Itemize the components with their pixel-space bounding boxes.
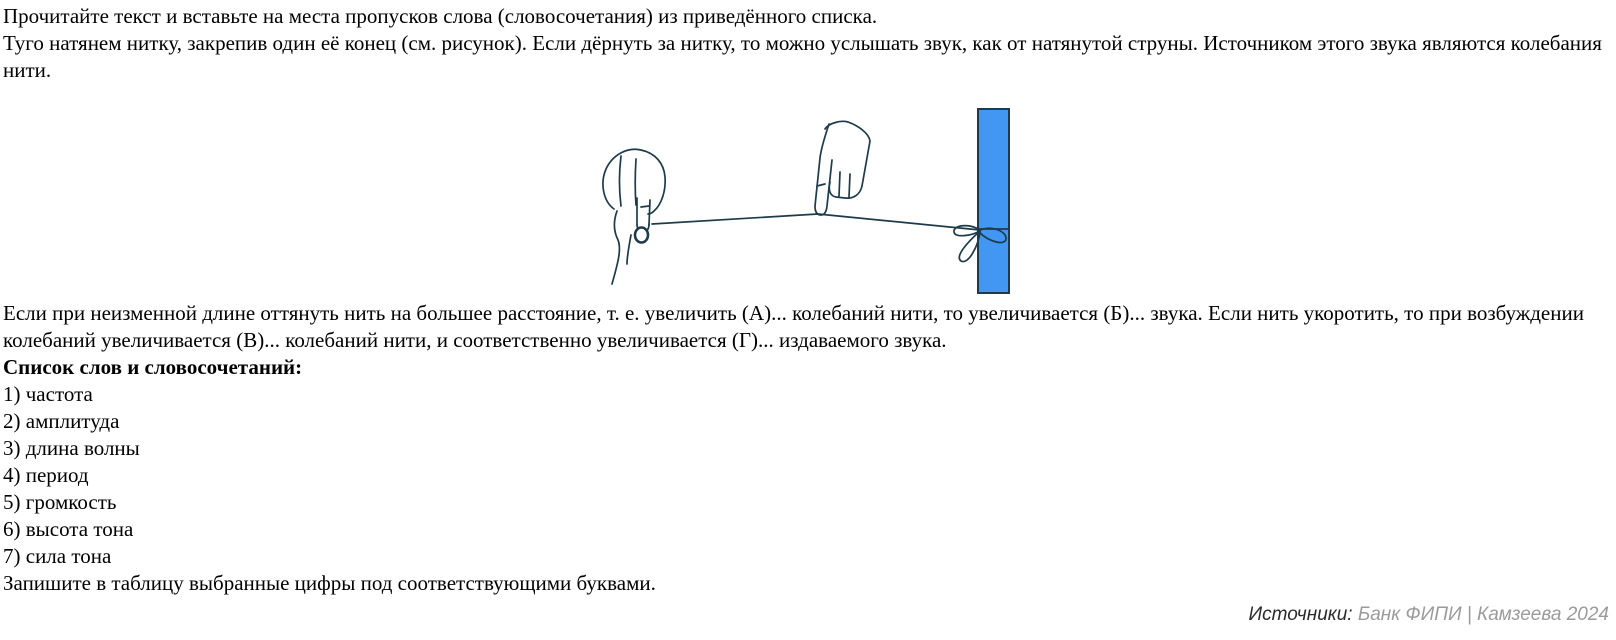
- word-list: [3, 381, 1613, 570]
- final-instruction: Запишите в таблицу выбранные цифры под соответствующими буквами.: [3, 571, 656, 595]
- word-list-item: 6) высота тона: [3, 517, 134, 541]
- word-list-title: Список слов и словосочетаний:: [3, 355, 303, 379]
- word-list-item: 4) период: [3, 463, 89, 487]
- left-hand: [603, 149, 665, 284]
- thumb: [635, 228, 648, 243]
- word-list-item: 7) сила тона: [3, 544, 112, 568]
- word-list-item: 5) громкость: [3, 490, 117, 514]
- right-hand: [815, 121, 870, 215]
- string-line: [652, 214, 980, 230]
- figure-container: [3, 84, 1613, 300]
- task-gap-text: Если при неизменной длине оттянуть нить на большее расстояние, т. е. увеличить (А)... колебаний нити, то увеличивается (Б)... звука. Если нить укоротить, то при возбуждении колебаний увеличивается (В)... колебаний нити, и соответственно увеличивается (Г)... издаваемого звука.: [3, 301, 1584, 352]
- word-list-item: 1) частота: [3, 382, 93, 406]
- task-instruction: Прочитайте текст и вставьте на места пропусков слова (словосочетания) из приведённого списка.: [3, 4, 878, 28]
- source-value: Банк ФИПИ | Камзеева 2024: [1357, 604, 1609, 625]
- source-label: Источники:: [1248, 604, 1353, 625]
- post-rect: [978, 109, 1009, 293]
- word-list-item: 2) амплитуда: [3, 409, 120, 433]
- word-list-item: 3) длина волны: [3, 436, 140, 460]
- task-intro-text: Туго натянем нитку, закрепив один её конец (см. рисунок). Если дёрнуть за нитку, то можно услышать звук, как от натянутой струны. Источником этого звука являются колебания нити.: [3, 31, 1602, 82]
- string-experiment-illustration: [557, 94, 1017, 294]
- source-attribution: [1248, 603, 1609, 627]
